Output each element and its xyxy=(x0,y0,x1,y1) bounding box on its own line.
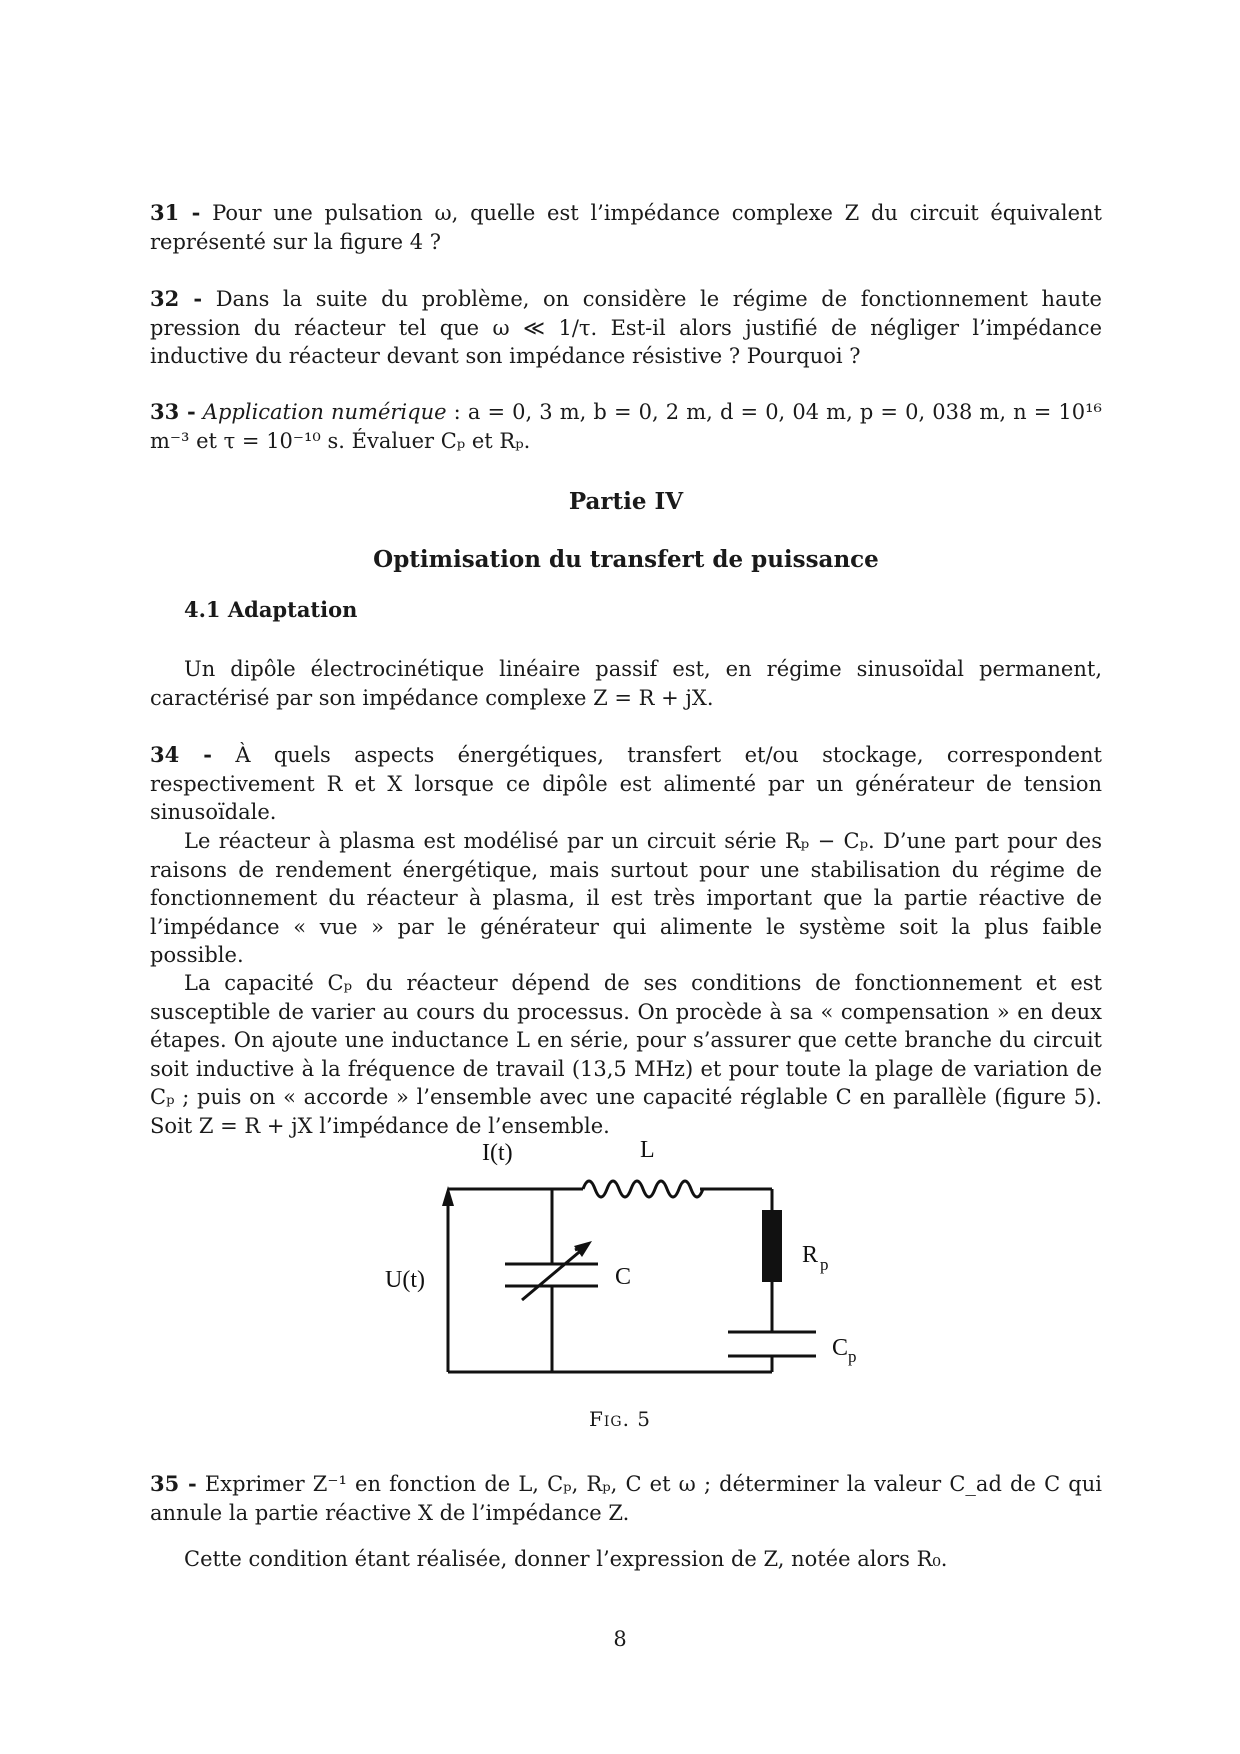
part-title: Partie IV xyxy=(568,488,684,515)
question-label: Application numérique xyxy=(202,400,447,424)
page-number: 8 xyxy=(613,1627,627,1651)
question-text: Exprimer Z⁻¹ en fonction de L, Cₚ, Rₚ, C et ω ; déterminer la valeur C_ad de C qui annule la partie réactive X de l’impédance Z. xyxy=(150,1472,1102,1525)
label-capacitor: C xyxy=(615,1264,632,1290)
question-number: 35 - xyxy=(150,1471,197,1496)
question-number: 32 - xyxy=(150,286,203,311)
question-text: À quels aspects énergétiques, transfert et/ou stockage, correspondent respectivement R et X lorsque ce dipôle est alimenté par un générateur de tension sinusoïdale. xyxy=(150,743,1102,824)
section-heading: 4.1 Adaptation xyxy=(184,597,358,622)
label-resistor-sub: p xyxy=(820,1255,829,1274)
label-resistor: R xyxy=(802,1242,819,1268)
paragraph-reactor: Le réacteur à plasma est modélisé par un circuit série Rₚ − Cₚ. D’une part pour des raisons de rendement énergétique, mais surtout pour une stabilisation du régime de fonctionnement du réacteur à plasma, il est très important que la partie réactive de l’impédance « vue » par le générateur qui alimente le système soit la plus faible possible. xyxy=(150,829,1102,967)
question-32 xyxy=(150,285,1102,371)
question-number: 33 - xyxy=(150,399,196,424)
question-35 xyxy=(150,1470,1102,1527)
question-text: : a = 0, 3 m, b = 0, 2 m, d = 0, 04 m, p = 0, 038 m, n = 10¹⁶ m⁻³ et τ = 10⁻¹⁰ s. Évaluer Cₚ et Rₚ. xyxy=(150,400,1102,453)
question-31 xyxy=(150,199,1102,256)
question-number: 31 - xyxy=(150,200,201,225)
figure-caption: Fig. 5 xyxy=(588,1407,652,1431)
question-34 xyxy=(150,741,1102,827)
label-cap-p: C xyxy=(832,1335,849,1361)
label-voltage: U(t) xyxy=(385,1267,425,1293)
question-number: 34 - xyxy=(150,742,212,767)
label-inductor: L xyxy=(640,1137,655,1163)
paragraph-dipole: Un dipôle électrocinétique linéaire passif est, en régime sinusoïdal permanent, caractérisé par son impédance complexe Z = R + jX. xyxy=(150,657,1102,710)
question-text: Dans la suite du problème, on considère le régime de fonctionnement haute pression du réacteur tel que ω ≪ 1/τ. Est-il alors justifié de négliger l’impédance inductive du réacteur devant son impédance résistive ? Pourquoi ? xyxy=(150,287,1102,368)
paragraph-condition: Cette condition étant réalisée, donner l’expression de Z, notée alors R₀. xyxy=(184,1547,948,1571)
part-subtitle: Optimisation du transfert de puissance xyxy=(373,546,879,573)
label-cap-p-sub: p xyxy=(848,1347,857,1366)
question-text: Pour une pulsation ω, quelle est l’impédance complexe Z du circuit équivalent représenté sur la figure 4 ? xyxy=(150,201,1102,254)
label-current: I(t) xyxy=(482,1140,513,1166)
question-33 xyxy=(150,398,1102,455)
paragraph-compensation: La capacité Cₚ du réacteur dépend de ses conditions de fonctionnement et est susceptible de varier au cours du processus. On procède à sa « compensation » en deux étapes. On ajoute une inductance L en série, pour s’assurer que cette branche du circuit soit inductive à la fréquence de travail (13,5 MHz) et pour toute la plage de variation de Cₚ ; puis on « accorde » l’ensemble avec une capacité réglable C en parallèle (figure 5). Soit Z = R + jX l’impédance de l’ensemble. xyxy=(150,971,1102,1138)
